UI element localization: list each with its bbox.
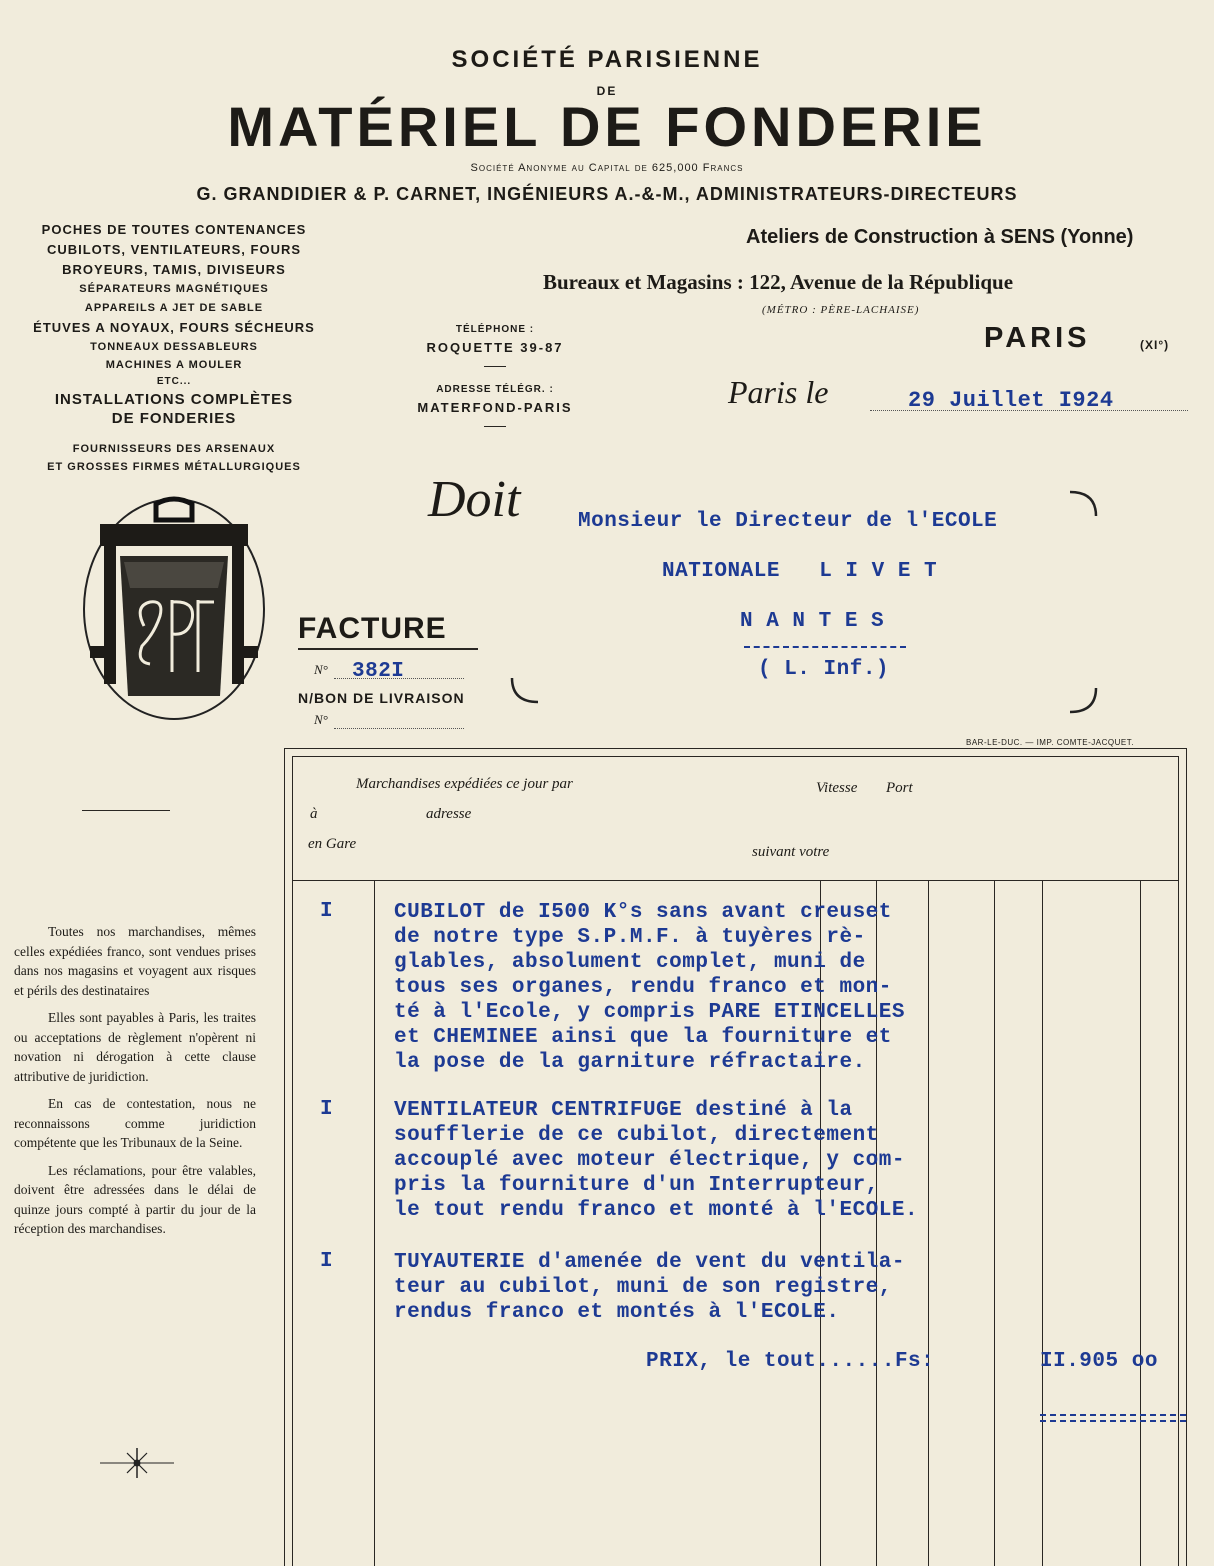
supplier-line2: ET GROSSES FIRMES MÉTALLURGIQUES: [47, 461, 301, 473]
item-line: rendus franco et montés à l'ECOLE.: [394, 1301, 840, 1324]
speed-label: Vitesse: [816, 780, 858, 796]
recipient-line2: NATIONALE L I V E T: [662, 560, 938, 583]
telegraph-address: MATERFOND-PARIS: [417, 400, 573, 415]
shipped-via-label: Marchandises expédiées ce jour par: [356, 776, 573, 792]
phone-number: ROQUETTE 39-87: [426, 340, 564, 355]
printer-mark: BAR-LE-DUC. — IMP. COMTE-JACQUET.: [966, 738, 1134, 747]
bracket-bottom-right-icon: [1068, 686, 1100, 716]
installations-line2: DE FONDERIES: [111, 410, 237, 427]
item-line: soufflerie de ce cubilot, directement: [394, 1124, 879, 1147]
item-line: té à l'Ecole, y compris PARE ETINCELLES: [394, 1001, 905, 1024]
invoice-date: 29 Juillet I924: [908, 388, 1114, 413]
recipient-line1: Monsieur le Directeur de l'ECOLE: [578, 510, 998, 533]
item-description: [394, 1250, 905, 1325]
bracket-top-right-icon: [1068, 488, 1100, 518]
item-line: et CHEMINEE ainsi que la fourniture et: [394, 1026, 892, 1049]
telegraph-label: ADRESSE TÉLÉGR. :: [436, 384, 554, 395]
product-line: CUBILOTS, VENTILATEURS, FOURS: [46, 242, 302, 257]
company-de: DE: [596, 84, 618, 98]
terms-paragraph: Les réclamations, pour être valables, doivent être adressées dans le délai de quinze jours compté à partir du jour de la réception des marchandises.: [14, 1162, 256, 1236]
item-line: le tout rendu franco et monté à l'ECOLE.: [394, 1199, 919, 1222]
date-prefix: Paris le: [728, 374, 829, 410]
total-underline-1: [1040, 1414, 1186, 1416]
workshops-address: Ateliers de Construction à SENS (Yonne): [746, 226, 1134, 248]
company-line1: SOCIÉTÉ PARISIENNE: [451, 46, 763, 73]
product-line: POCHES DE TOUTES CONTENANCES: [41, 222, 307, 237]
item-qty: I: [320, 1098, 334, 1121]
company-capital: Société Anonyme au Capital de 625,000 Francs: [470, 162, 744, 174]
company-title: MATÉRIEL DE FONDERIE: [227, 95, 987, 158]
offices-address: Bureaux et Magasins : 122, Avenue de la République: [543, 270, 1014, 294]
installations-line1: INSTALLATIONS COMPLÈTES: [54, 391, 294, 408]
station-label: en Gare: [308, 836, 357, 852]
metro-station: (MÉTRO : PÈRE-LACHAISE): [762, 304, 920, 316]
foundry-ladle-logo-icon: [80, 496, 268, 722]
item-line: de notre type S.P.M.F. à tuyères rè-: [394, 926, 866, 949]
product-line: APPAREILS A JET DE SABLE: [84, 302, 264, 314]
destination-label: à: [310, 806, 318, 822]
phone-label: TÉLÉPHONE :: [455, 324, 535, 335]
product-line: ETC...: [156, 376, 192, 387]
item-line: accouplé avec moteur électrique, y com-: [394, 1149, 905, 1172]
product-line: BROYEURS, TAMIS, DIVISEURS: [62, 262, 286, 277]
doit-label: Doit: [428, 471, 521, 528]
item-line: glables, absolument complet, muni de: [394, 951, 866, 974]
city-name: PARIS: [984, 322, 1091, 354]
recipient-underline: [744, 646, 906, 648]
recipient-line3: N A N T E S: [740, 610, 885, 633]
item-line: CUBILOT de I500 K°s sans avant creuset: [394, 901, 892, 924]
product-list: [14, 220, 334, 476]
terms-block: [14, 922, 256, 1247]
delivery-note-label: N/BON DE LIVRAISON: [298, 690, 465, 706]
according-label: suivant votre: [752, 844, 830, 860]
address-label: adresse: [426, 806, 472, 822]
total-underline-2: [1040, 1420, 1186, 1422]
bracket-bottom-left-icon: [508, 676, 540, 706]
product-line: TONNEAUX DESSABLEURS: [90, 341, 258, 353]
city-district: (XI°): [1140, 338, 1170, 352]
item-line: pris la fourniture d'un Interrupteur,: [394, 1174, 879, 1197]
company-logo: [80, 496, 268, 722]
total-label: PRIX, le tout......Fs:: [646, 1350, 935, 1373]
port-label: Port: [886, 780, 913, 796]
item-qty: I: [320, 900, 334, 923]
item-line: tous ses organes, rendu franco et mon-: [394, 976, 892, 999]
invoice-no-label: N°: [314, 662, 328, 677]
item-line: la pose de la garniture réfractaire.: [394, 1051, 866, 1074]
terms-paragraph: En cas de contestation, nous ne reconnaissons comme juridiction compétente que les Tribunaux de la Seine.: [14, 1096, 256, 1150]
item-line: teur au cubilot, muni de son registre,: [394, 1276, 892, 1299]
total-amount: II.905 oo: [1040, 1350, 1158, 1373]
item-qty: I: [320, 1250, 334, 1273]
star-ornament-icon: [100, 1446, 174, 1480]
supplier-line1: FOURNISSEURS DES ARSENAUX: [72, 443, 276, 455]
recipient-line4: ( L. Inf.): [758, 658, 890, 681]
terms-paragraph: Toutes nos marchandises, mêmes celles expédiées franco, sont vendues prises dans nos magasins et voyagent aux risques et périls des destinataires: [14, 924, 256, 998]
delivery-no-label: N°: [314, 712, 328, 727]
item-line: TUYAUTERIE d'amenée de vent du ventila-: [394, 1251, 905, 1274]
terms-paragraph: Elles sont payables à Paris, les traites ou acceptations de règlement n'opèrent ni novation ni dérogation à cette clause attributive de juridiction.: [14, 1010, 256, 1084]
invoice-number: 382I: [352, 660, 405, 683]
company-directors: G. GRANDIDIER & P. CARNET, INGÉNIEURS A.-&-M., ADMINISTRATEURS-DIRECTEURS: [196, 184, 1018, 204]
item-description: [394, 900, 905, 1075]
item-line: VENTILATEUR CENTRIFUGE destiné à la: [394, 1099, 853, 1122]
product-line: ÉTUVES A NOYAUX, FOURS SÉCHEURS: [33, 320, 315, 335]
product-line: MACHINES A MOULER: [105, 359, 243, 371]
facture-title: FACTURE: [298, 612, 447, 645]
product-line: SÉPARATEURS MAGNÉTIQUES: [79, 283, 269, 295]
item-description: [394, 1098, 918, 1223]
